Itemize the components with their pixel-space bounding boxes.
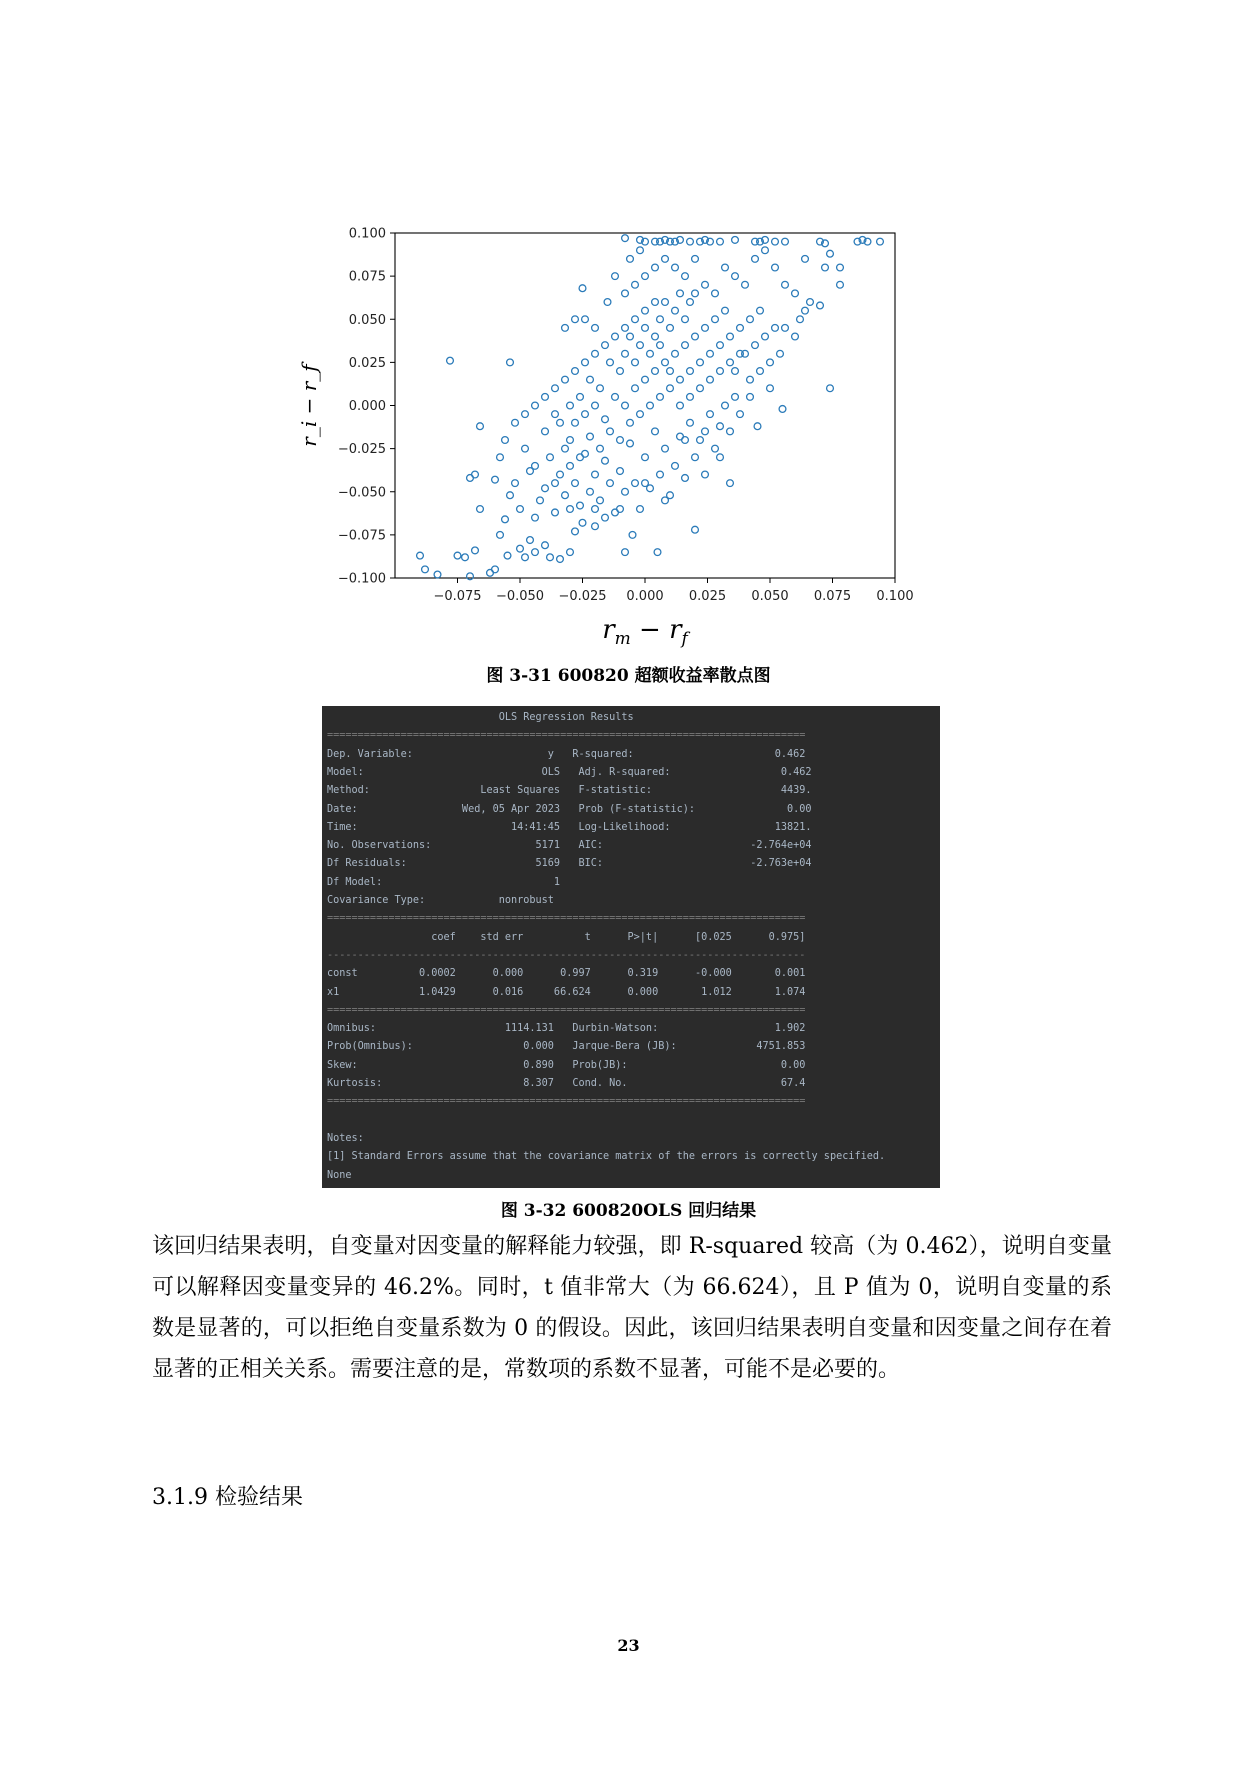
scatter-point (562, 324, 569, 331)
scatter-point (497, 531, 504, 538)
scatter-point (632, 359, 639, 366)
scatter-point (672, 307, 679, 314)
scatter-point (579, 519, 586, 526)
scatter-point (547, 454, 554, 461)
scatter-point (434, 571, 441, 578)
page-number: 23 (617, 1636, 640, 1655)
scatter-point (632, 480, 639, 487)
scatter-point (772, 238, 779, 245)
scatter-point (552, 480, 559, 487)
scatter-point (627, 440, 634, 447)
scatter-point (597, 445, 604, 452)
scatter-point (477, 423, 484, 430)
scatter-point (727, 359, 734, 366)
ols-line: ============================================================================== (327, 730, 806, 742)
scatter-point (642, 307, 649, 314)
scatter-point (727, 333, 734, 340)
scatter-point (522, 411, 529, 418)
scatter-point (502, 437, 509, 444)
scatter-point (512, 480, 519, 487)
scatter-point (617, 506, 624, 513)
scatter-point (754, 423, 761, 430)
scatter-point (587, 433, 594, 440)
scatter-point (662, 299, 669, 306)
scatter-point (662, 255, 669, 262)
scatter-point (652, 428, 659, 435)
scatter-point (604, 299, 611, 306)
scatter-point (622, 488, 629, 495)
scatter-point (717, 368, 724, 375)
scatter-point (562, 445, 569, 452)
ols-line: Model: OLS Adj. R-squared: 0.462 (327, 766, 812, 778)
scatter-point (632, 281, 639, 288)
scatter-point (542, 428, 549, 435)
scatter-point (792, 333, 799, 340)
scatter-point (782, 238, 789, 245)
scatter-point (537, 497, 544, 504)
ols-line: OLS Regression Results (327, 712, 806, 723)
scatter-point (697, 359, 704, 366)
scatter-point (607, 480, 614, 487)
ols-line: const 0.0002 0.000 0.997 0.319 -0.000 0.001 (327, 968, 806, 980)
scatter-point (742, 281, 749, 288)
scatter-point (579, 285, 586, 292)
scatter-point (652, 368, 659, 375)
scatter-point (642, 376, 649, 383)
scatter-point (677, 376, 684, 383)
ols-line: Date: Wed, 05 Apr 2023 Prob (F-statistic): 0.00 (327, 803, 812, 815)
scatter-point (602, 342, 609, 349)
scatter-point (662, 359, 669, 366)
scatter-point (612, 273, 619, 280)
scatter-point (692, 454, 699, 461)
scatter-point (782, 324, 789, 331)
y-axis-label: r_i − r_f (297, 364, 321, 447)
scatter-point (592, 324, 599, 331)
scatter-point (582, 316, 589, 323)
scatter-point (507, 492, 514, 499)
scatter-point (567, 549, 574, 556)
scatter-point (607, 428, 614, 435)
scatter-point (757, 368, 764, 375)
scatter-point (552, 509, 559, 516)
scatter-point (517, 545, 524, 552)
y-tick-label: 0.075 (348, 269, 386, 285)
scatter-point (597, 385, 604, 392)
scatter-point (532, 462, 539, 469)
scatter-point (827, 250, 834, 257)
ols-line: ============================================================================== (327, 913, 806, 925)
scatter-point (692, 290, 699, 297)
scatter-point (542, 542, 549, 549)
scatter-point (592, 471, 599, 478)
scatter-point (712, 290, 719, 297)
x-tick-label: −0.025 (558, 589, 607, 604)
scatter-point (677, 290, 684, 297)
scatter-point (527, 537, 534, 544)
scatter-point (629, 531, 636, 538)
scatter-point (672, 350, 679, 357)
scatter-point (627, 333, 634, 340)
scatter-point (747, 393, 754, 400)
scatter-point (702, 428, 709, 435)
scatter-point (717, 342, 724, 349)
scatter-point (657, 316, 664, 323)
y-tick-label: 0.000 (348, 399, 386, 414)
scatter-point (622, 324, 629, 331)
ols-line: Time: 14:41:45 Log-Likelihood: 13821. (327, 821, 812, 833)
scatter-point (654, 549, 661, 556)
scatter-point (682, 342, 689, 349)
scatter-point (682, 437, 689, 444)
scatter-point (697, 385, 704, 392)
scatter-svg (297, 220, 914, 670)
scatter-point (572, 419, 579, 426)
scatter-point (462, 554, 469, 561)
scatter-point (802, 307, 809, 314)
ols-regression-output (322, 706, 940, 1188)
scatter-point (652, 299, 659, 306)
x-tick-label: −0.075 (433, 589, 482, 604)
scatter-point (562, 492, 569, 499)
body-paragraph: 该回归结果表明，自变量对因变量的解释能力较强，即 R-squared 较高（为 0.462），说明自变量可以解释因变量变异的 46.2%。同时，t 值非常大（为 66.624），且 P 值为 0，说明自变量的系数是显著的，可以拒绝自变量系数为 0 的假设。因此，该回归结果表明自变量和因变量之间存在着显著的正相关关系。需要注意的是，常数项的系数不显著，可能不是必要的。 (152, 1234, 1112, 1382)
scatter-point (877, 238, 884, 245)
x-tick-label: 0.100 (876, 589, 914, 604)
scatter-point (552, 411, 559, 418)
ols-line: Dep. Variable: y R-squared: 0.462 (327, 748, 806, 760)
scatter-point (557, 471, 564, 478)
scatter-point (567, 402, 574, 409)
y-tick-label: −0.050 (337, 485, 386, 501)
ols-line: Omnibus: 1114.131 Durbin-Watson: 1.902 (327, 1023, 806, 1035)
y-tick-label: −0.075 (337, 528, 386, 544)
ols-line: Notes: (327, 1132, 364, 1144)
scatter-point (702, 281, 709, 288)
scatter-point (607, 359, 614, 366)
scatter-point (504, 552, 511, 559)
scatter-point (472, 471, 479, 478)
x-axis-label: $r_m - r_f$ (602, 615, 688, 649)
scatter-point (702, 471, 709, 478)
ols-line: Covariance Type: nonrobust (327, 895, 806, 906)
scatter-point (627, 255, 634, 262)
scatter-point (572, 368, 579, 375)
x-tick-label: 0.075 (813, 589, 852, 604)
ols-line: Df Residuals: 5169 BIC: -2.763e+04 (327, 858, 812, 870)
scatter-point (627, 419, 634, 426)
scatter-point (592, 506, 599, 513)
scatter-point (662, 497, 669, 504)
scatter-point (602, 457, 609, 464)
scatter-point (592, 350, 599, 357)
scatter-point (682, 273, 689, 280)
scatter-point (692, 333, 699, 340)
scatter-point (767, 385, 774, 392)
scatter-point (752, 255, 759, 262)
scatter-point (667, 324, 674, 331)
scatter-point (417, 552, 424, 559)
scatter-point (557, 556, 564, 563)
scatter-point (702, 324, 709, 331)
ols-line: x1 1.0429 0.016 66.624 0.000 1.012 1.074 (327, 986, 806, 998)
ols-line: Prob(Omnibus): 0.000 Jarque-Bera (JB): 4751.853 (327, 1041, 806, 1053)
scatter-point (807, 299, 814, 306)
scatter-point (577, 502, 584, 509)
scatter-point (642, 454, 649, 461)
scatter-point (782, 281, 789, 288)
scatter-point (687, 393, 694, 400)
scatter-point (687, 299, 694, 306)
scatter-point (632, 316, 639, 323)
figure-caption-3-32: 图 3-32 600820OLS 回归结果 (500, 1201, 757, 1221)
scatter-point (802, 255, 809, 262)
scatter-point (712, 316, 719, 323)
scatter-point (762, 247, 769, 254)
scatter-point (587, 488, 594, 495)
scatter-point (747, 376, 754, 383)
scatter-point (572, 528, 579, 535)
scatter-point (677, 402, 684, 409)
scatter-point (517, 506, 524, 513)
scatter-point (492, 476, 499, 483)
scatter-point (667, 368, 674, 375)
scatter-point (692, 255, 699, 262)
scatter-point (657, 471, 664, 478)
scatter-point (722, 402, 729, 409)
scatter-point (497, 454, 504, 461)
ols-line: Skew: 0.890 Prob(JB): 0.00 (327, 1059, 806, 1071)
scatter-point (792, 290, 799, 297)
scatter-chart (297, 220, 914, 670)
ols-line: Method: Least Squares F-statistic: 4439. (327, 785, 812, 797)
scatter-point (567, 506, 574, 513)
ols-line: Kurtosis: 8.307 Cond. No. 67.4 (327, 1078, 806, 1089)
plot-frame (395, 233, 895, 578)
scatter-point (767, 359, 774, 366)
scatter-point (637, 506, 644, 513)
scatter-point (572, 316, 579, 323)
scatter-point (712, 445, 719, 452)
y-tick-label: −0.025 (337, 442, 386, 458)
scatter-point (567, 437, 574, 444)
ols-line: No. Observations: 5171 AIC: -2.764e+04 (327, 840, 812, 852)
x-tick-label: 0.050 (751, 589, 789, 604)
scatter-point (577, 454, 584, 461)
y-tick-label: 0.025 (348, 355, 386, 371)
scatter-point (582, 359, 589, 366)
scatter-point (687, 238, 694, 245)
scatter-point (492, 566, 499, 573)
scatter-point (612, 393, 619, 400)
scatter-point (617, 437, 624, 444)
figure-caption-3-31: 图 3-31 600820 超额收益率散点图 (486, 666, 771, 686)
scatter-point (717, 238, 724, 245)
scatter-point (592, 402, 599, 409)
scatter-point (532, 549, 539, 556)
scatter-point (682, 316, 689, 323)
scatter-point (512, 419, 519, 426)
y-tick-label: −0.100 (337, 571, 386, 587)
scatter-point (542, 485, 549, 492)
scatter-point (672, 462, 679, 469)
scatter-point (797, 316, 804, 323)
scatter-point (732, 237, 739, 244)
scatter-point (557, 419, 564, 426)
scatter-point (637, 342, 644, 349)
scatter-point (682, 475, 689, 482)
ols-line: ------------------------------------------------------------------------------ (327, 949, 806, 961)
ols-line: Df Model: 1 (327, 876, 812, 888)
scatter-point (532, 514, 539, 521)
section-heading: 3.1.9 检验结果 (152, 1485, 303, 1510)
scatter-point (732, 393, 739, 400)
scatter-point (692, 526, 699, 533)
y-tick-label: 0.100 (348, 226, 386, 242)
y-tick-label: 0.050 (348, 312, 386, 328)
scatter-point (837, 281, 844, 288)
scatter-point (722, 307, 729, 314)
scatter-point (687, 368, 694, 375)
scatter-point (737, 350, 744, 357)
scatter-point (722, 264, 729, 271)
scatter-point (672, 264, 679, 271)
scatter-point (522, 445, 529, 452)
scatter-point (647, 350, 654, 357)
scatter-point (562, 376, 569, 383)
scatter-point (617, 368, 624, 375)
scatter-point (567, 462, 574, 469)
scatter-point (762, 333, 769, 340)
scatter-point (552, 385, 559, 392)
scatter-point (587, 376, 594, 383)
scatter-point (507, 359, 514, 366)
scatter-point (642, 273, 649, 280)
scatter-point (532, 402, 539, 409)
scatter-point (657, 342, 664, 349)
scatter-point (662, 445, 669, 452)
scatter-point (737, 411, 744, 418)
scatter-point (747, 316, 754, 323)
scatter-point (817, 302, 824, 309)
scatter-point (667, 385, 674, 392)
scatter-point (642, 324, 649, 331)
scatter-point (582, 411, 589, 418)
scatter-point (737, 324, 744, 331)
scatter-point (622, 235, 629, 242)
x-tick-label: −0.050 (495, 589, 545, 604)
scatter-point (597, 497, 604, 504)
scatter-point (697, 437, 704, 444)
scatter-point (637, 247, 644, 254)
ols-line: coef std err t P>|t| [0.025 0.975] (327, 931, 806, 943)
x-tick-label: 0.025 (688, 589, 727, 604)
scatter-point (752, 342, 759, 349)
scatter-point (772, 324, 779, 331)
scatter-point (717, 423, 724, 430)
scatter-point (757, 307, 764, 314)
scatter-point (602, 416, 609, 423)
scatter-point (592, 523, 599, 530)
scatter-point (732, 368, 739, 375)
scatter-point (577, 393, 584, 400)
scatter-point (657, 393, 664, 400)
scatter-point (827, 385, 834, 392)
scatter-point (652, 264, 659, 271)
scatter-point (502, 516, 509, 523)
ols-line: ============================================================================== (327, 1004, 806, 1016)
scatter-point (422, 566, 429, 573)
scatter-point (602, 514, 609, 521)
scatter-point (542, 393, 549, 400)
ols-line: ============================================================================== (327, 1096, 806, 1108)
scatter-point (652, 333, 659, 340)
scatter-point (777, 350, 784, 357)
scatter-point (707, 411, 714, 418)
scatter-point (547, 554, 554, 561)
scatter-point (707, 376, 714, 383)
scatter-point (642, 480, 649, 487)
scatter-point (837, 264, 844, 271)
scatter-point (477, 506, 484, 513)
scatter-point (727, 428, 734, 435)
scatter-point (472, 547, 479, 554)
scatter-point (522, 554, 529, 561)
scatter-point (622, 402, 629, 409)
scatter-point (617, 468, 624, 475)
scatter-point (622, 290, 629, 297)
scatter-point (612, 333, 619, 340)
ols-line: None (327, 1169, 352, 1181)
scatter-point (572, 480, 579, 487)
scatter-point (622, 549, 629, 556)
scatter-point (687, 419, 694, 426)
scatter-point (454, 552, 461, 559)
scatter-point (467, 573, 474, 580)
scatter-point (822, 264, 829, 271)
scatter-point (647, 402, 654, 409)
x-tick-label: 0.000 (626, 589, 664, 604)
scatter-point (732, 273, 739, 280)
scatter-point (772, 264, 779, 271)
scatter-point (717, 454, 724, 461)
scatter-point (707, 350, 714, 357)
scatter-point (447, 357, 454, 364)
ols-line: [1] Standard Errors assume that the covariance matrix of the errors is correctly specified. (327, 1151, 886, 1163)
scatter-point (779, 406, 786, 413)
scatter-point (632, 385, 639, 392)
scatter-point (727, 480, 734, 487)
scatter-point (637, 411, 644, 418)
scatter-point (622, 350, 629, 357)
